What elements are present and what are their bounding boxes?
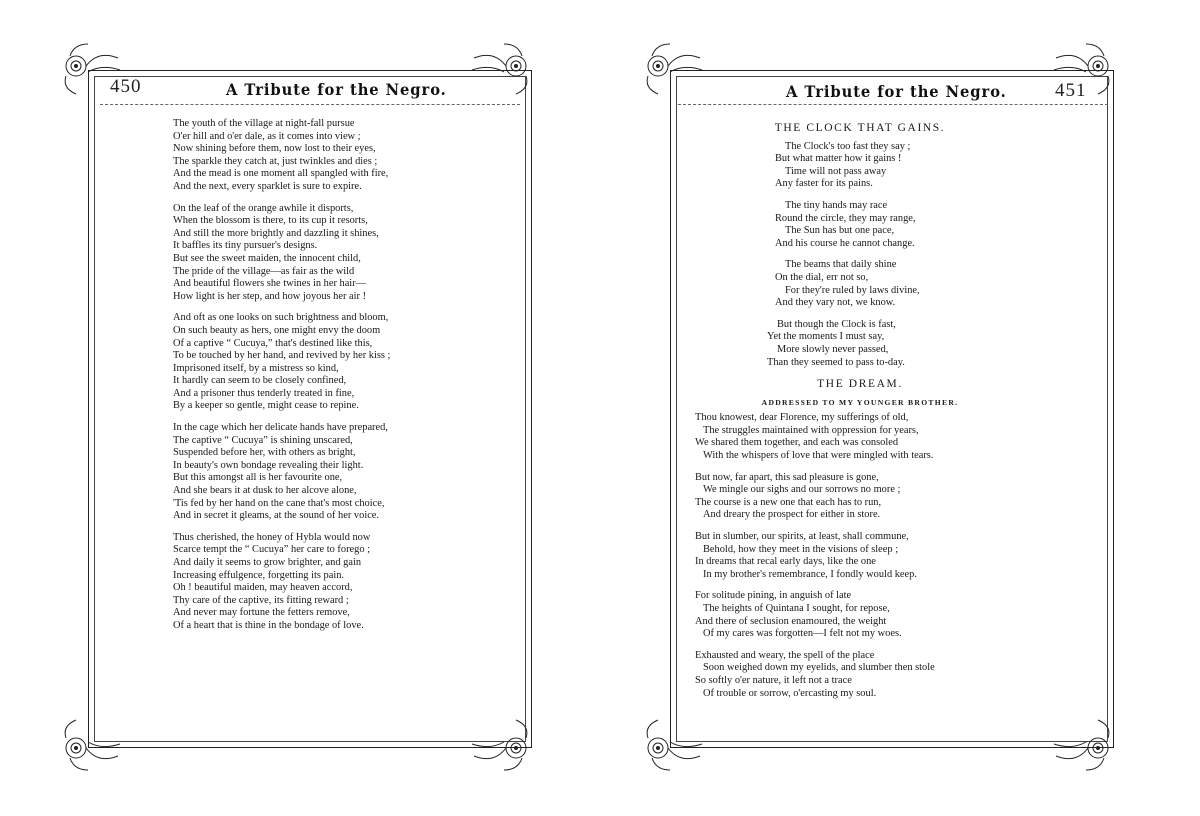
header-rule bbox=[678, 104, 1108, 105]
poem-line: The struggles maintained with oppression for years, bbox=[703, 424, 919, 436]
poem-line: And a prisoner thus tenderly treated in fine, bbox=[173, 387, 355, 399]
corner-ornament-bottom-right bbox=[470, 714, 534, 778]
poem-line: For they're ruled by laws divine, bbox=[785, 284, 920, 296]
left-page bbox=[0, 0, 590, 816]
poem-line: The course is a new one that each has to run, bbox=[695, 496, 882, 508]
stanza bbox=[173, 532, 473, 633]
poem-line: In the cage which her delicate hands have prepared, bbox=[173, 422, 388, 434]
stanza bbox=[695, 141, 1025, 191]
corner-ornament-bottom-left bbox=[640, 714, 704, 778]
poem-line: And beautiful flowers she twines in her hair— bbox=[173, 278, 367, 290]
poem-line: The Clock's too fast they say ; bbox=[785, 140, 911, 152]
stanza bbox=[695, 650, 1025, 700]
poem-line: How light is her step, and how joyous her air ! bbox=[173, 290, 367, 302]
poem-line: The youth of the village at night-fall pursue bbox=[173, 118, 355, 129]
corner-ornament-bottom-left bbox=[58, 714, 122, 778]
poem-line: The sparkle they catch at, just twinkles and dies ; bbox=[173, 155, 378, 167]
poem-line: We shared them together, and each was consoled bbox=[695, 437, 899, 449]
poem-line: By a keeper so gentle, might cease to repine. bbox=[173, 400, 359, 412]
poem-line: And they vary not, we know. bbox=[775, 297, 896, 309]
poem-line: And dreary the prospect for either in store. bbox=[703, 509, 881, 521]
poem-line: Suspended before her, with others as bright, bbox=[173, 447, 356, 459]
poem-line: And the mead is one moment all spangled with fire, bbox=[173, 168, 389, 180]
poem-line: But this amongst all is her favourite one, bbox=[173, 472, 343, 484]
poem-line: In my brother's remembrance, I fondly would keep. bbox=[703, 568, 917, 580]
poem-line: But now, far apart, this sad pleasure is gone, bbox=[695, 471, 879, 483]
poem-line: Of a captive “ Cucuya,” that's destined like this, bbox=[173, 337, 373, 349]
poem-line: We mingle our sighs and our sorrows no more ; bbox=[703, 484, 901, 496]
page-number: 450 bbox=[110, 76, 142, 97]
poem-title: THE DREAM. bbox=[817, 378, 903, 391]
page-number: 451 bbox=[1055, 80, 1087, 101]
poem-line: So softly o'er nature, it left not a trace bbox=[695, 674, 852, 686]
poem-line: In beauty's own bondage revealing their light. bbox=[173, 459, 364, 471]
corner-ornament-top-right bbox=[470, 36, 534, 100]
poem-line: Scarce tempt the “ Cucuya” her care to forego ; bbox=[173, 544, 371, 556]
poem-line: Yet the moments I must say, bbox=[767, 331, 885, 343]
poem-line: And she bears it at dusk to her alcove alone, bbox=[173, 485, 357, 497]
corner-ornament-bottom-right bbox=[1052, 714, 1116, 778]
poem-line: O'er hill and o'er dale, as it comes into view ; bbox=[173, 130, 361, 142]
stanza bbox=[695, 200, 1025, 250]
poem-line: On the leaf of the orange awhile it disports, bbox=[173, 202, 354, 214]
poem-line: And oft as one looks on such brightness and bloom, bbox=[173, 312, 389, 324]
poem-line: And the next, every sparklet is sure to expire. bbox=[173, 180, 362, 192]
poem-line: Thou knowest, dear Florence, my sufferings of old, bbox=[695, 412, 909, 424]
poem-line: To be touched by her hand, and revived by her kiss ; bbox=[173, 350, 391, 362]
poem-line: Behold, how they meet in the visions of sleep ; bbox=[703, 543, 899, 555]
poem-line: Exhausted and weary, the spell of the place bbox=[695, 649, 875, 661]
poem-line: And never may fortune the fetters remove, bbox=[173, 607, 350, 619]
stanza bbox=[695, 412, 1025, 462]
poem-line: On such beauty as hers, one might envy the doom bbox=[173, 324, 381, 336]
poem-line: Oh ! beautiful maiden, may heaven accord, bbox=[173, 582, 353, 594]
stanza bbox=[173, 203, 473, 304]
poem-line: And there of seclusion enamoured, the weight bbox=[695, 615, 887, 627]
poem-line: Increasing effulgence, forgetting its pain. bbox=[173, 569, 345, 581]
header-rule bbox=[100, 104, 520, 105]
poem-body bbox=[695, 122, 1025, 709]
poem-line: But though the Clock is fast, bbox=[777, 318, 896, 330]
poem-body bbox=[173, 118, 473, 642]
poem-line: It baffles its tiny pursuer's designs. bbox=[173, 240, 318, 252]
stanza bbox=[695, 259, 1025, 309]
poem-line: Time will not pass away bbox=[785, 165, 887, 177]
poem-line: For solitude pining, in anguish of late bbox=[695, 590, 852, 602]
poem-line: And in secret it gleams, at the sound of her voice. bbox=[173, 510, 380, 522]
poem-line: And his course he cannot change. bbox=[775, 237, 915, 249]
poem-line: Imprisoned itself, by a mistress so kind, bbox=[173, 362, 339, 374]
poem-line: Round the circle, they may range, bbox=[775, 212, 916, 224]
poem-line: But what matter how it gains ! bbox=[775, 153, 902, 165]
poem-line: With the whispers of love that were mingled with tears. bbox=[703, 450, 934, 462]
right-page bbox=[600, 0, 1200, 816]
stanza bbox=[695, 472, 1025, 522]
stanza bbox=[695, 590, 1025, 640]
poem-line: Of a heart that is thine in the bondage of love. bbox=[173, 619, 364, 631]
poem-line: The heights of Quintana I sought, for repose, bbox=[703, 603, 890, 614]
poem-line: Any faster for its pains. bbox=[775, 178, 873, 190]
poem-line: 'Tis fed by her hand on the cane that's most choice, bbox=[173, 497, 385, 509]
poem-line: But see the sweet maiden, the innocent child, bbox=[173, 252, 361, 264]
poem-line: The captive “ Cucuya” is shining unscared, bbox=[173, 434, 353, 446]
poem-line: But in slumber, our spirits, at least, shall commune, bbox=[695, 531, 909, 543]
poem-subtitle: ADDRESSED TO MY YOUNGER BROTHER. bbox=[761, 397, 959, 407]
stanza bbox=[173, 118, 473, 194]
poem-line: And daily it seems to grow brighter, and gain bbox=[173, 557, 362, 568]
poem-line: On the dial, err not so, bbox=[775, 271, 869, 283]
poem-line: Now shining before them, now lost to their eyes, bbox=[173, 143, 376, 155]
corner-ornament-top-left bbox=[640, 36, 704, 100]
poem-line: Than they seemed to pass to-day. bbox=[767, 356, 905, 368]
poem-line: In dreams that recal early days, like the one bbox=[695, 556, 876, 568]
poem-line: The pride of the village—as fair as the wild bbox=[173, 265, 355, 277]
stanza bbox=[695, 319, 1025, 369]
running-head: A Tribute for the Negro. bbox=[226, 80, 447, 99]
poem-line: Of my cares was forgotten—I felt not my woes. bbox=[703, 628, 902, 640]
poem-line: Thy care of the captive, its fitting reward ; bbox=[173, 594, 349, 606]
poem-line: Soon weighed down my eyelids, and slumber then stole bbox=[703, 662, 935, 674]
poem-line: Thus cherished, the honey of Hybla would now bbox=[173, 531, 371, 543]
poem-line: Of trouble or sorrow, o'ercasting my soul. bbox=[703, 687, 877, 699]
poem-line: The tiny hands may race bbox=[785, 199, 888, 211]
poem-line: When the blossom is there, to its cup it resorts, bbox=[173, 215, 368, 227]
running-head: A Tribute for the Negro. bbox=[786, 82, 1007, 101]
poem-line: The Sun has but one pace, bbox=[785, 225, 895, 237]
poem-title: THE CLOCK THAT GAINS. bbox=[774, 122, 946, 134]
poem-line: And still the more brightly and dazzling it shines, bbox=[173, 227, 379, 239]
poem-line: More slowly never passed, bbox=[777, 343, 889, 355]
stanza bbox=[173, 312, 473, 413]
poem-line: The beams that daily shine bbox=[785, 259, 897, 271]
stanza bbox=[695, 531, 1025, 581]
poem-line: It hardly can seem to be closely confined, bbox=[173, 375, 347, 387]
stanza bbox=[173, 422, 473, 523]
